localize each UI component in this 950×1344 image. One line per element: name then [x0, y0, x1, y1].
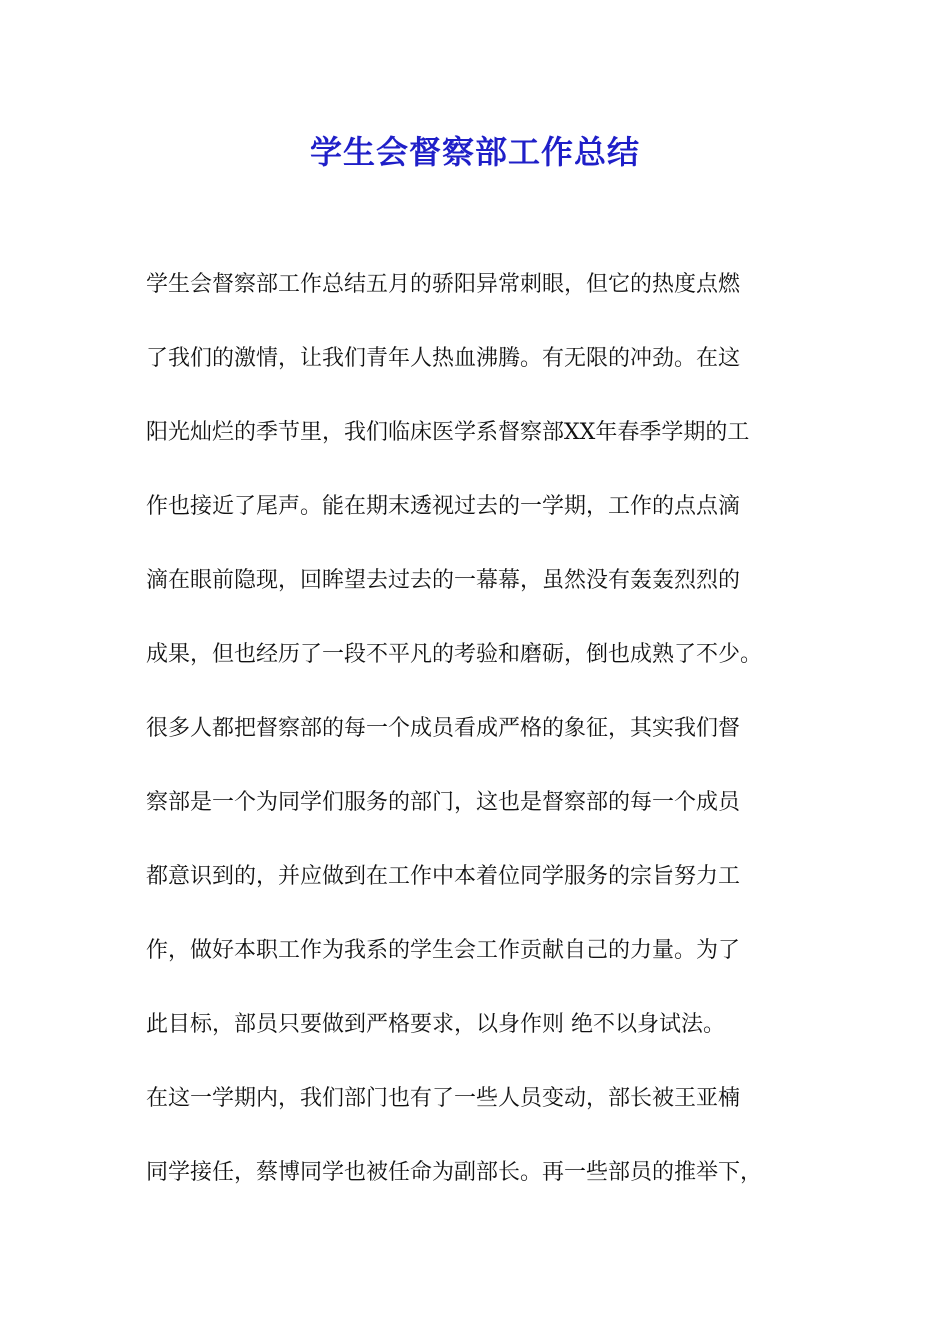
body-line: 作，做好本职工作为我系的学生会工作贡献自己的力量。为了: [146, 938, 741, 963]
body-line: 成果，但也经历了一段不平凡的考验和磨砺，倒也成熟了不少。: [146, 642, 763, 667]
body-line: 阳光灿烂的季节里，我们临床医学系督察部XX年春季学期的工: [146, 420, 750, 445]
document-body: [146, 262, 806, 1224]
body-line: 作也接近了尾声。能在期末透视过去的一学期，工作的点点滴: [146, 494, 741, 519]
body-line: 滴在眼前隐现，回眸望去过去的一幕幕，虽然没有轰轰烈烈的: [146, 568, 741, 593]
body-line: 都意识到的，并应做到在工作中本着位同学服务的宗旨努力工: [146, 864, 741, 889]
body-line: 学生会督察部工作总结五月的骄阳异常刺眼，但它的热度点燃: [146, 272, 741, 297]
body-line: 很多人都把督察部的每一个成员看成严格的象征，其实我们督: [146, 716, 741, 741]
document-title: 学生会督察部工作总结: [309, 133, 640, 171]
body-line: 此目标，部员只要做到严格要求，以身作则 绝不以身试法。: [146, 1012, 725, 1037]
body-line: 同学接任，蔡博同学也被任命为副部长。再一些部员的推举下，: [146, 1160, 763, 1185]
body-line: 在这一学期内，我们部门也有了一些人员变动，部长被王亚楠: [146, 1086, 741, 1111]
body-line: 察部是一个为同学们服务的部门，这也是督察部的每一个成员: [146, 790, 741, 815]
body-line: 了我们的激情，让我们青年人热血沸腾。有无限的冲劲。在这: [146, 346, 741, 371]
